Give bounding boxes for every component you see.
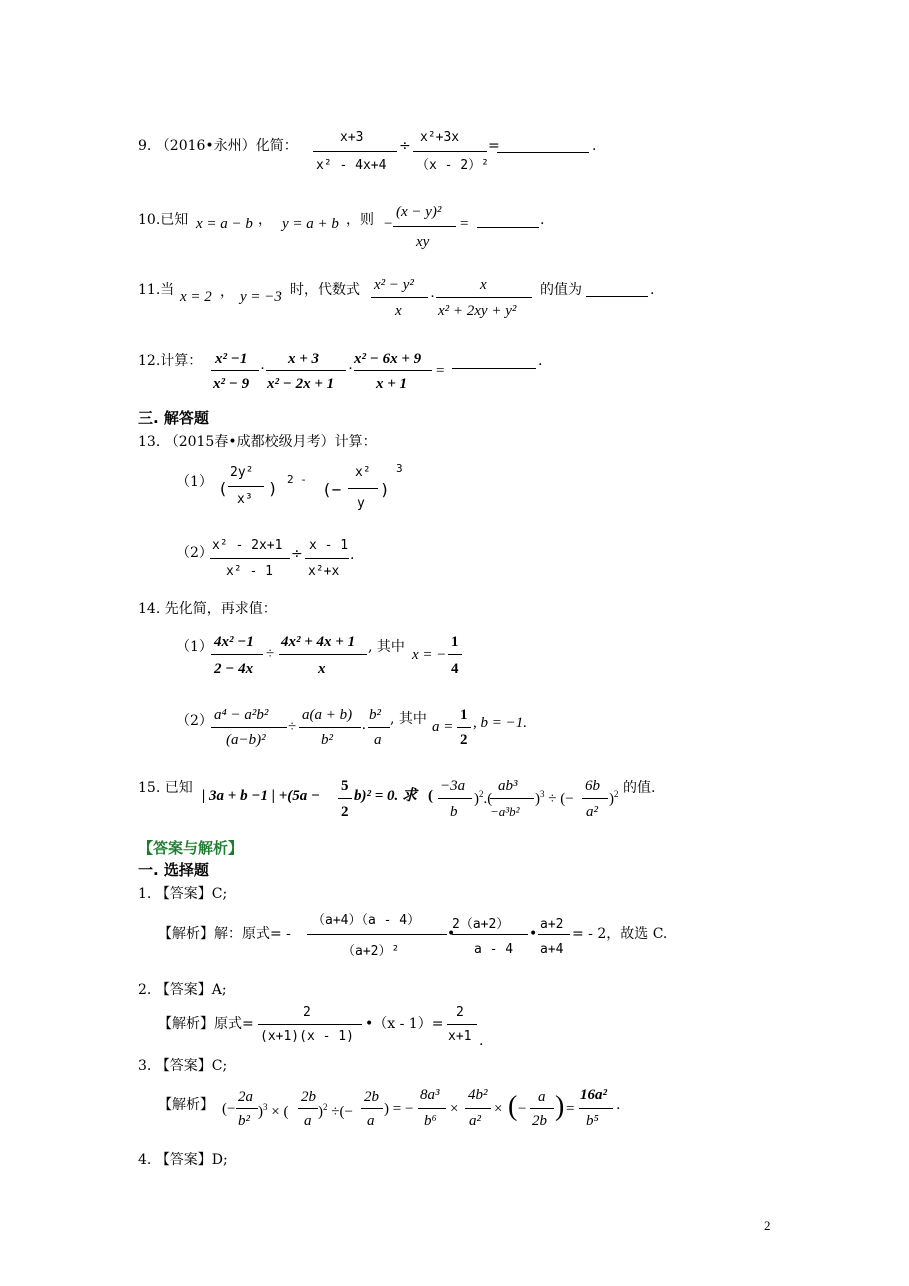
q12-eq: = [436, 363, 445, 379]
q11-frac2-num: x [480, 277, 487, 293]
answer-3-rp1: )$^3$ × ( [258, 1102, 289, 1120]
q11-end: . [650, 282, 655, 298]
q14-p1-frac1-num: 4x² −1 [214, 634, 254, 650]
answer-2-frac2-den: x+1 [448, 1029, 472, 1044]
q12-frac2-den: x² − 2x + 1 [267, 376, 335, 392]
q14-p2-val-den: 2 [460, 732, 468, 748]
answer-3-lparen: ( [508, 1091, 518, 1122]
q10-frac-num: (x − y)² [396, 204, 442, 220]
q13-p1-frac1-den: x³ [237, 492, 253, 507]
q12-frac3-den: x + 1 [376, 376, 408, 392]
answer-2-end: . [479, 1033, 484, 1049]
q14-p2-frac1-den: (a−b)² [226, 732, 266, 748]
q11-when: 时，代数式 [290, 282, 360, 298]
q13-p1-lparen2: (− [322, 480, 342, 499]
q13-p2-frac2-bar [305, 558, 349, 559]
answer-3-end: . [616, 1097, 621, 1113]
q10-cond2: y = a + b [282, 216, 339, 232]
answer-3-frac1-num: 2a [238, 1089, 253, 1105]
q15-frac2-num: ab³ [498, 778, 518, 794]
q14-p1-label: （1） [176, 639, 213, 655]
q10-end: . [540, 212, 545, 228]
answer-3-eq1: ) = − [384, 1101, 414, 1117]
q12-dot1: · [260, 361, 265, 377]
answer-1-tail: = - 2，故选 C. [572, 926, 668, 942]
q14-p1-div: ÷ [266, 646, 275, 662]
q13-p2-label: （2） [176, 545, 213, 561]
q15-rp3: )$^2$ [609, 789, 619, 807]
answer-1-frac3-bar [538, 934, 570, 935]
answer-1-frac2-den: a - 4 [474, 942, 514, 957]
q13-p1-frac2-den: y [357, 496, 365, 511]
q13-p1-mid: 2 - [287, 473, 307, 486]
q11-frac1-den: x [395, 303, 402, 319]
q12-end: . [538, 353, 543, 369]
q13-p1-label: （1） [176, 474, 213, 490]
q11-frac1-num: x² − y² [374, 277, 414, 293]
q11-tail: 的值为 [540, 282, 582, 298]
q11-label: 11.当 [138, 282, 175, 298]
answer-3-times2: × [494, 1101, 503, 1117]
q15-frac-num: 5 [341, 778, 349, 794]
answer-3-neg: − [518, 1101, 527, 1117]
answer-3-frac5-bar [465, 1108, 491, 1109]
q13-p2-frac1-den: x² - 1 [226, 564, 273, 579]
q10-frac-den: xy [416, 234, 430, 250]
answer-3-frac6-den: 2b [532, 1113, 547, 1129]
q13-p2-frac2-den: x²+x [308, 564, 340, 579]
q15-frac-den: 2 [341, 804, 349, 820]
q13-p1-rparen: ) [268, 479, 278, 498]
answer-3-eq2: = [566, 1101, 575, 1117]
q9-frac1-den: x² - 4x+4 [316, 158, 387, 173]
q13-p1-frac1-num: 2y² [230, 465, 254, 480]
q14-p2-frac3-den: a [374, 732, 382, 748]
q14-label: 14. 先化简，再求值： [138, 601, 277, 617]
q15-expr2: b)² = 0. 求 [354, 788, 418, 804]
answer-1-label: 【解析】解：原式= - [158, 926, 291, 942]
answer-1-frac2-num: 2（a+2） [452, 917, 510, 932]
answer-3-frac6-bar [530, 1108, 554, 1109]
q14-p1-frac2-den: x [318, 661, 326, 677]
answer-3-frac3-num: 2b [364, 1089, 379, 1105]
q14-p2-frac3-num: b² [369, 707, 381, 723]
q10-then: ，则 [346, 212, 374, 228]
answer-3-head: 3. 【答案】C; [138, 1058, 228, 1074]
answers-header: 【答案与解析】 [138, 839, 244, 857]
q15-frac3-bar [582, 798, 608, 799]
q12-dot2: · [348, 361, 353, 377]
q14-p1-val-den: 4 [451, 661, 459, 677]
q14-p2-frac1-num: a⁴ − a²b² [214, 707, 269, 723]
q12-frac2-bar [266, 370, 346, 371]
answer-1-frac3-den: a+4 [540, 942, 564, 957]
answer-3-rp2: )$^2$ ÷(− [318, 1102, 353, 1120]
q9-frac2-num: x²+3x [420, 130, 460, 145]
answer-3-label: 【解析】 [158, 1097, 214, 1113]
answer-3-frac7-bar [579, 1108, 613, 1109]
q15-frac2-bar [490, 798, 534, 799]
q14-p2-frac2-bar [299, 727, 361, 728]
answer-3-frac5-num: 4b² [468, 1087, 488, 1103]
answer-3-rparen: ) [555, 1091, 565, 1122]
q14-p1-val-bar [448, 654, 462, 655]
q11-frac2-den: x² + 2xy + y² [438, 303, 517, 319]
q11-dot: · [430, 289, 435, 305]
q13-p2-frac1-bar [210, 558, 290, 559]
q14-p2-a: a = [432, 719, 454, 735]
answer-3-frac6-num: a [538, 1089, 546, 1105]
q14-p1-frac2-num: 4x² + 4x + 1 [281, 634, 356, 650]
q13-p2-frac2-num: x - 1 [309, 538, 349, 553]
answer-2-head: 2. 【答案】A; [138, 982, 227, 998]
q14-p1-frac1-den: 2 − 4x [214, 661, 254, 677]
page-number: 2 [764, 1218, 771, 1233]
answer-1-frac2-bar [452, 934, 528, 935]
q10-sep: ， [258, 212, 272, 228]
q12-frac2-num: x + 3 [288, 351, 320, 367]
q9-frac1-num: x+3 [340, 130, 364, 145]
q10-label: 10.已知 [138, 212, 189, 228]
answer-1-frac1-num: （a+4）（a - 4） [312, 913, 421, 928]
q13-p1-rparen2: ) [380, 480, 390, 499]
q11-answer-blank [586, 296, 648, 297]
answer-1-frac1-den: （a+2）² [342, 944, 400, 959]
q9-frac2-den: （x - 2）² [416, 158, 489, 173]
q14-p2-frac2-num: a(a + b) [302, 707, 353, 723]
q13-p1-lparen: ( [218, 479, 228, 498]
q11-frac2-bar [436, 297, 532, 298]
q14-p2-where: , 其中 [390, 711, 427, 727]
q14-p2-frac1-bar [211, 727, 287, 728]
q15-frac2-den: −a³b² [490, 804, 520, 819]
q9-end: . [592, 138, 597, 154]
q9-div: ÷ [399, 138, 411, 154]
q12-label: 12.计算： [138, 353, 203, 369]
answer-3-frac3-den: a [367, 1113, 375, 1129]
q14-p2-dot: . [362, 717, 366, 733]
q12-frac3-bar [354, 370, 432, 371]
q14-p2-frac2-den: b² [321, 732, 333, 748]
answer-3-frac7-num: 16a² [580, 1087, 607, 1103]
q14-p2-val-bar [457, 727, 471, 728]
answer-1-dot2: • [529, 926, 538, 942]
q14-p1-x: x = − [412, 647, 447, 663]
q15-frac3-den: a² [586, 804, 598, 820]
answer-2-frac1-den: (x+1)(x - 1) [260, 1029, 354, 1044]
q11-cond1: x = 2 [180, 289, 212, 305]
answer-4-head: 4. 【答案】D; [138, 1152, 228, 1168]
q14-p1-frac2-bar [279, 654, 367, 655]
q11-frac1-bar [371, 297, 428, 298]
answer-3-frac4-bar [418, 1108, 446, 1109]
q10-eq: = [460, 216, 469, 232]
q15-frac1-den: b [450, 804, 458, 820]
q9-label: 9. （2016•永州）化简： [138, 138, 298, 154]
answer-3-frac2-bar [298, 1108, 318, 1109]
answer-2-label: 【解析】原式= [158, 1016, 254, 1032]
q13-p2-end: . [350, 547, 355, 563]
answer-2-frac2-bar [447, 1024, 477, 1025]
answer-1-dot1: • [447, 926, 456, 942]
answer-3-frac4-num: 8a³ [420, 1087, 440, 1103]
answer-1-frac1-bar [307, 934, 447, 935]
q14-p1-val-num: 1 [451, 634, 459, 650]
q9-answer-blank [497, 152, 589, 153]
q15-rp2: )$^3$ ÷ (− [535, 789, 574, 807]
q14-p2-frac3-bar [368, 727, 390, 728]
q14-p1-frac1-bar [211, 654, 263, 655]
q11-cond2: y = −3 [240, 289, 282, 305]
answer-3-frac1-bar [236, 1108, 258, 1109]
q12-frac1-num: x² −1 [215, 351, 248, 367]
answer-3-times1: × [450, 1101, 459, 1117]
q12-frac3-num: x² − 6x + 9 [354, 351, 422, 367]
answer-3-frac2-den: a [304, 1113, 312, 1129]
answer-2-frac1-bar [258, 1024, 362, 1025]
q11-sep: ， [220, 284, 234, 300]
q15-lp1: ( [428, 788, 433, 804]
q13-p1-frac1-bar [228, 486, 264, 487]
answer-3-lp1: (− [222, 1101, 236, 1117]
q15-expr1: | 3a + b −1 | +(5a − [202, 788, 321, 804]
q10-answer-blank [477, 227, 539, 228]
q15-rp1: )$^2$.( [474, 789, 493, 807]
q14-p2-val-num: 1 [460, 707, 468, 723]
answer-3-frac3-bar [361, 1108, 383, 1109]
q10-frac-bar [393, 226, 456, 227]
q9-frac2-bar [413, 151, 487, 152]
q15-frac1-num: −3a [440, 778, 466, 794]
q15-frac3-num: 6b [585, 778, 600, 794]
q13-p1-exp: 3 [396, 462, 403, 475]
q15-frac-bar [338, 798, 352, 799]
q13-p2-div: ÷ [291, 546, 303, 562]
q12-frac1-bar [211, 370, 259, 371]
answer-3-frac7-den: b⁵ [586, 1113, 599, 1129]
q15-tail: 的值. [623, 780, 656, 796]
answer-2-frac2-num: 2 [456, 1005, 464, 1020]
q14-p2-b: , b = −1. [473, 715, 527, 731]
answers-section-1: 一. 选择题 [138, 861, 209, 879]
q13-p2-frac1-num: x² - 2x+1 [212, 538, 283, 553]
answer-3-frac2-num: 2b [301, 1089, 316, 1105]
section-heading-3: 三. 解答题 [138, 409, 209, 427]
q14-p2-label: （2） [176, 713, 213, 729]
q14-p1-where: , 其中 [368, 639, 405, 655]
answer-2-mid: •（x - 1）= [365, 1016, 444, 1032]
q15-frac1-bar [438, 798, 472, 799]
answer-2-frac1-num: 2 [303, 1005, 311, 1020]
answer-1-head: 1. 【答案】C; [138, 886, 228, 902]
q10-minus: − [384, 216, 393, 232]
q12-answer-blank [452, 368, 536, 369]
q13-p1-frac2-bar [348, 488, 378, 489]
q13-p1-frac2-num: x² [355, 465, 371, 480]
q10-cond1: x = a − b [196, 216, 253, 232]
q12-frac1-den: x² − 9 [213, 376, 250, 392]
answer-3-frac5-den: a² [469, 1113, 481, 1129]
q14-p2-div: ÷ [288, 719, 297, 735]
q15-label: 15. 已知 [138, 780, 193, 796]
answer-3-frac4-den: b⁶ [424, 1113, 437, 1129]
q9-eq: = [488, 138, 500, 154]
answer-3-frac1-den: b² [238, 1113, 250, 1129]
answer-1-frac3-num: a+2 [540, 917, 564, 932]
q13-label: 13. （2015春•成都校级月考）计算： [138, 434, 377, 450]
q9-frac1-bar [313, 151, 397, 152]
